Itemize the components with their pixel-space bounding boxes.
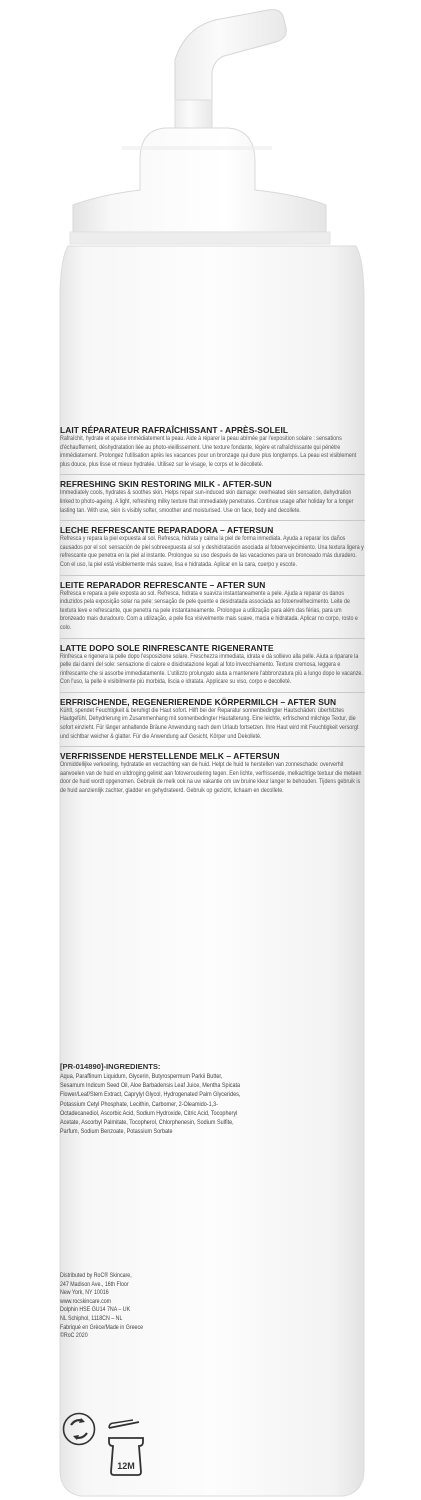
- section-body: Onmiddellijke verkoeling, hydratatie en verzachting van de huid. Helpt de huid te herstellen van zonneschade: oververhit aanvoelen van de huid en uitdroging gelinkt aan fotoveroudering tegen. Een lichte, verfrissende, melkachtige textuur die meteen door de huid wordt opgenomen. Gebruik de melk ook na uw vakantie om uw bruine kleur langer te behouden. Tijdens gebruik is de huid aanzienlijk zachter, gladder en gehydrateerd. Gebruik op gezicht, lichaam en decollete.: [60, 761, 362, 795]
- distributor-block: [60, 1272, 218, 1341]
- section-body: Rafraîchit, hydrate et apaise immédiatement la peau. Aide à réparer la peau abîmée par l'exposition solaire : sensations d'échauffement, déshydratation liée au photo-vieillissement. Une texture fondante, légère et rafraîchissante qui pénètre immédiatement. Prolongez l'utilisation après les vacances pour un bronzage qui dure plus longtemps. La peau est visiblement plus douce, plus lisse et mieux hydratée. Utilisez sur le visage, le corps et le décolleté.: [60, 435, 357, 468]
- section-title: LECHE REFRESCANTE REPARADORA – AFTERSUN: [60, 525, 274, 536]
- distributor-line: NL Schiphol, 1118CN – NL: [60, 1315, 123, 1322]
- product-label-text: [60, 425, 365, 801]
- section-body: Immediately cools, hydrates & soothes skin. Helps repair sun-induced skin damage: overheated skin sensation, dehydration linked to photo-ageing. A light, refreshing milky texture that immediately penetrates. Continue usage after holiday for a longer lasting tan. With use, skin is visibly softer, smoother and moisturised. Use on face, body and decollete.: [60, 489, 354, 514]
- section-it: [60, 643, 365, 687]
- section-pt: [60, 580, 365, 633]
- section-title: ERFRISCHENDE, REGENERIERENDE KÖRPERMILCH – AFTER SUN: [60, 696, 337, 707]
- divider: [60, 575, 365, 576]
- distributor-line: New York, NY 10016: [60, 1290, 109, 1297]
- divider: [60, 474, 365, 475]
- divider: [60, 638, 365, 639]
- distributor-line: Fabriqué en Grèce/Made in Greece: [60, 1324, 144, 1331]
- section-body: Refresca e repara a pele exposta ao sol. Refresca, hidrata e suaviza instantaneamente a pele. Ajuda a reparar os danos induzidos pela exposição solar na pele: sensação de pele quente e desidratada associada ao fotoenvelhecimento. Leite de textura leve e refrescante, que penetra na pele instantaneamente. Prolongue a utilização para além das férias, para um bronzeado mais duradouro. Com a utilização, a pele fica visivelmente mais suave, macia e hidratada. Aplicar no corpo, rosto e colo.: [60, 589, 358, 631]
- divider: [60, 520, 365, 521]
- section-es: [60, 525, 365, 569]
- section-body: Rinfresca e rigenera la pelle dopo l'esposizione solare. Freschezza immediata, idrata e dà sollievo alla pelle. Aiuta a riparare la pelle dai danni del sole: sensazione di calore e disidratazione legati al foto invecchiamento. Texture cremosa, leggera e rinfrescante che si assorbe immediatamente. L'utilizzo prolungato aiuta a mantenere l'abbronzatura più a lungo dopo le vacanze. Con l'uso, la pelle è visibilmente più morbida, liscia e idratata. Applicare su viso, corpo e decolleté.: [60, 652, 363, 686]
- section-en: [60, 479, 365, 515]
- pao-label: 12M: [117, 1461, 135, 1471]
- divider: [60, 746, 365, 747]
- section-title: LEITE REPARADOR REFRESCANTE – AFTER SUN: [60, 579, 266, 590]
- ingredients-block: [60, 1062, 245, 1136]
- distributor-line: ©RoC 2020: [60, 1333, 88, 1340]
- ingredients-title: [PR-014890]-INGREDIENTS:: [60, 1062, 161, 1071]
- bottle-cap: [73, 128, 326, 232]
- distributor-line: www.rocskincare.com: [60, 1298, 112, 1305]
- section-title: REFRESHING SKIN RESTORING MILK - AFTER-SUN: [60, 479, 272, 490]
- section-fr: [60, 425, 365, 469]
- section-title: VERFRISSENDE HERSTELLENDE MELK – AFTERSUN: [60, 751, 280, 762]
- section-title: LATTE DOPO SOLE RINFRESCANTE RIGENERANTE: [60, 642, 274, 653]
- divider: [60, 692, 365, 693]
- section-body: Refresca y repara la piel expuesta al sol. Refresca, hidrata y calma la piel de forma inmediata. Ayuda a reparar los daños causados por el sol: sensación de piel sobreexpuesta al sol y deshidratación asociada al fotoenvejecimiento. Una textura ligera y refrescante que penetra en la piel al instante. Prolongue su uso después de las vacaciones para un bronceado más duradero. Con el uso, la piel está visiblemente más suave, lisa e hidratada. Aplicar en la cara, cuerpo y escote.: [60, 535, 364, 568]
- section-body: Kühlt, spendet Feuchtigkeit & beruhigt die Haut sofort. Hilft bei der Reparatur sonnenbedingter Hautschäden: überhitztes Hautgefühl, Dehydrierung im Zusammenhang mit sonnenbedingter Hautalterung. Eine leichte, erfrischend milchige Textur, die sofort einzieht. Für länger anhaltende Bräune Anwendung nach dem Urlaub fortsetzen. Ihre Haut wird mit Feuchtigkeit versorgt und sichtbar weicher & glatter. Für die Anwendung auf Gesicht, Körper und Dekolleté.: [60, 706, 359, 740]
- distributor-line: Distributed by RoC® Skincare,: [60, 1273, 132, 1279]
- recycle-arrows-icon: [62, 1412, 96, 1446]
- section-title: LAIT RÉPARATEUR RAFRAÎCHISSANT - APRÈS-SOLEIL: [60, 425, 289, 435]
- section-nl: [60, 751, 365, 795]
- ingredients-list: Aqua, Paraffinum Liquidum, Glycerin, Butyrospermum Parkii Butter, Sesamum Indicum Seed Oil, Aloe Barbadensis Leaf Juice, Mentha Spicata Flower/Leaf/Stem Extract, Caprylyl Glycol, Hydrogenated Palm Glycerides, Potassium Cetyl Phosphate, Lecithin, Carbomer, 2-Oleamido-1,3-Octadecanediol, Ascorbic Acid, Sodium Hydroxide, Citric Acid, Tocopheryl Acetate, Ascorbyl Palmitate, Tocopherol, Chlorphenesin, Sodium Sulfite, Parfum, Sodium Benzoate, Potassium Sorbate: [60, 1073, 241, 1136]
- distributor-line: Dolphin HSE GU14 7NA – UK: [60, 1307, 131, 1314]
- distributor-line: 247 Madison Ave., 16th Floor: [60, 1281, 129, 1288]
- section-de: [60, 697, 365, 741]
